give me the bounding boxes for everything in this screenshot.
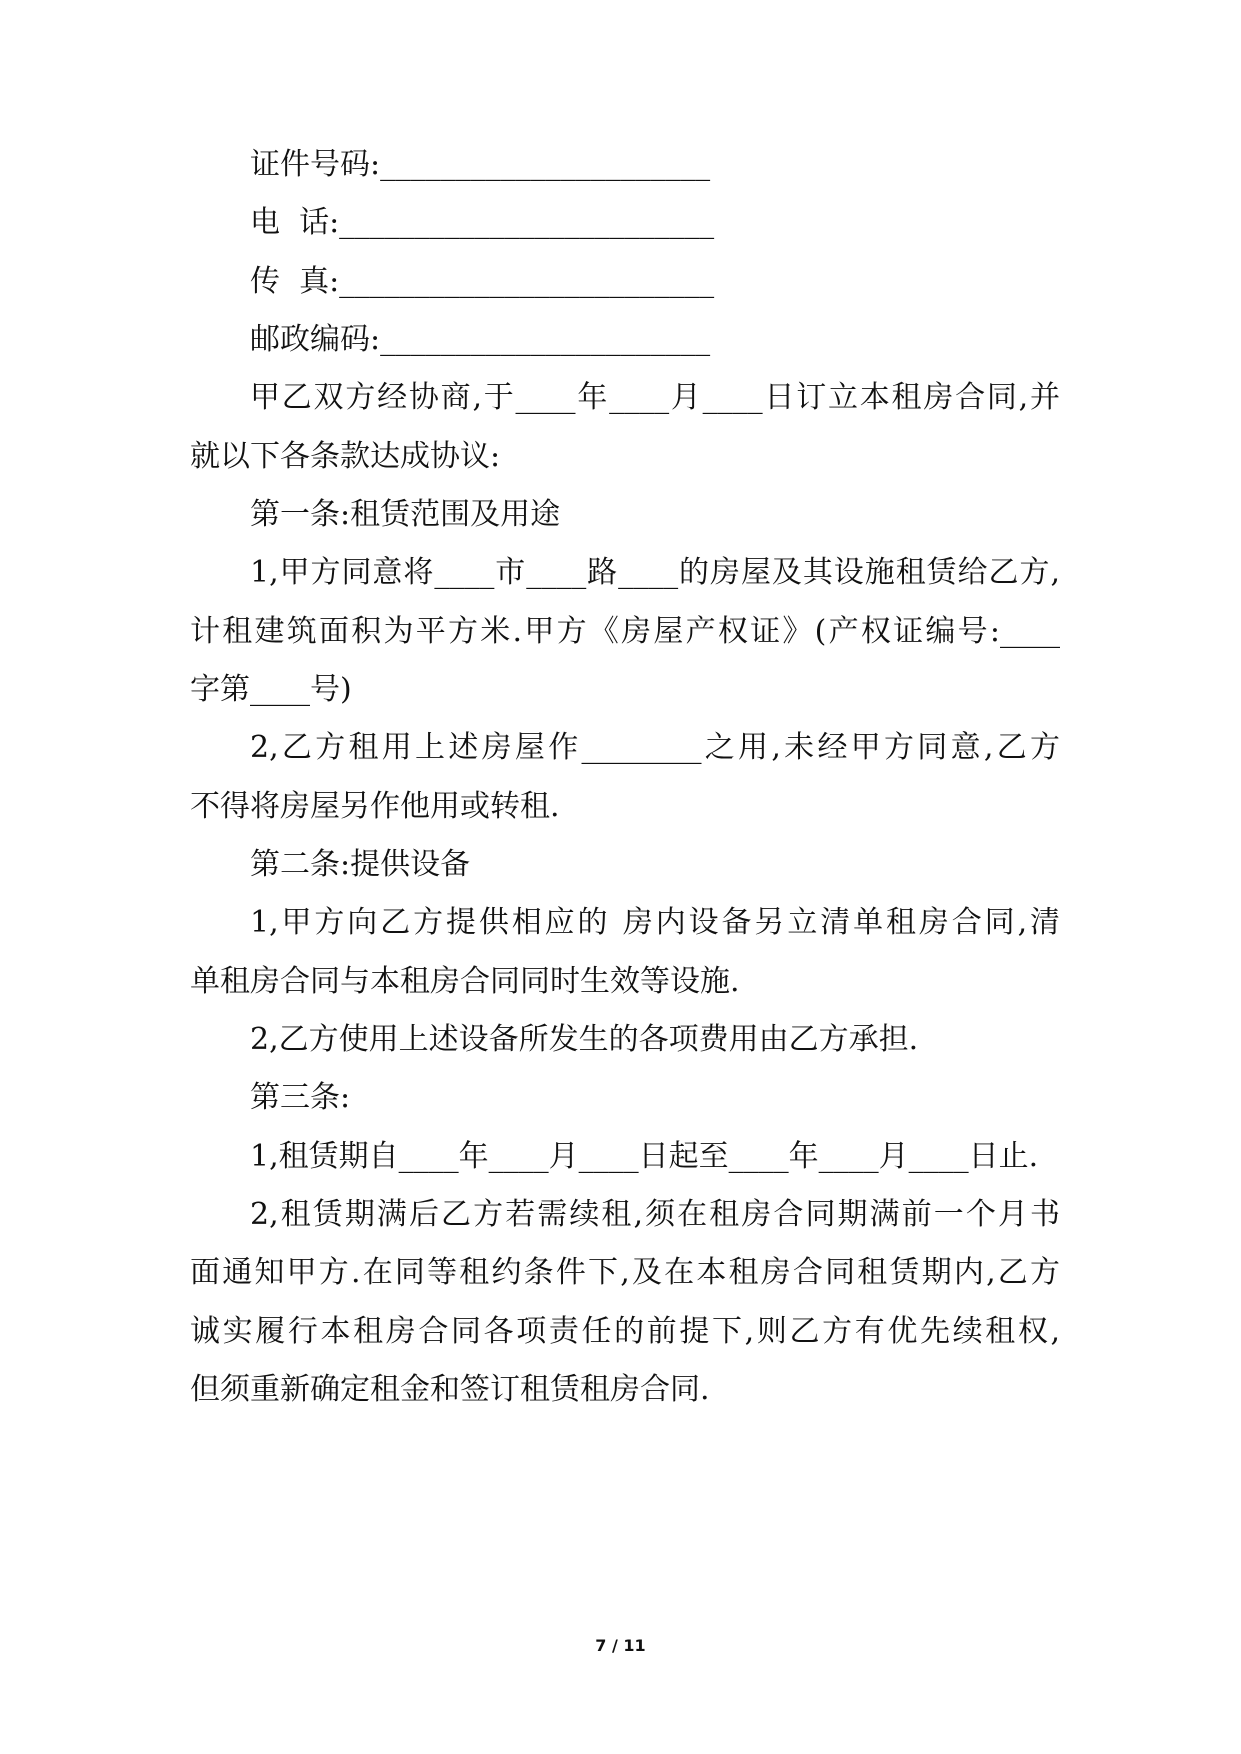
postal-code-line: 邮政编码:______________________ — [250, 322, 711, 357]
agreement-intro-line-2: 就以下各条款达成协议: — [190, 439, 501, 474]
article-2-clause-1-line-2: 单租房合同与本租房合同同时生效等设施. — [190, 964, 740, 999]
article-2-heading: 第二条:提供设备 — [250, 847, 471, 882]
article-3-clause-2-line-2: 面通知甲方.在同等租约条件下,及在本租房合同租赁期内,乙方 — [190, 1255, 1060, 1290]
page-number: 7 / 11 — [595, 1636, 646, 1655]
agreement-intro-line-1: 甲乙双方经协商,于____年____月____日订立本租房合同,并 — [250, 380, 1060, 415]
phone-line: 电 话:_________________________ — [250, 205, 715, 240]
id-number-line: 证件号码:______________________ — [250, 147, 711, 182]
article-1-clause-2-line-1: 2,乙方租用上述房屋作________之用,未经甲方同意,乙方 — [250, 730, 1060, 765]
article-1-clause-1-line-1: 1,甲方同意将____市____路____的房屋及其设施租赁给乙方, — [250, 555, 1060, 590]
article-1-heading: 第一条:租赁范围及用途 — [250, 497, 561, 532]
article-3-clause-2-line-4: 但须重新确定租金和签订租赁租房合同. — [190, 1372, 710, 1407]
article-1-clause-2-line-2: 不得将房屋另作他用或转租. — [190, 789, 560, 824]
article-1-clause-1-line-3: 字第____号) — [190, 672, 352, 707]
article-2-clause-2: 2,乙方使用上述设备所发生的各项费用由乙方承担. — [250, 1022, 919, 1057]
article-2-clause-1-line-1: 1,甲方向乙方提供相应的 房内设备另立清单租房合同,清 — [250, 905, 1060, 940]
article-3-heading: 第三条: — [250, 1080, 351, 1115]
article-3-clause-2-line-1: 2,租赁期满后乙方若需续租,须在租房合同期满前一个月书 — [250, 1197, 1060, 1232]
article-3-clause-2-line-3: 诚实履行本租房合同各项责任的前提下,则乙方有优先续租权, — [190, 1314, 1060, 1349]
fax-line: 传 真:_________________________ — [250, 264, 715, 299]
article-1-clause-1-line-2: 计租建筑面积为平方米.甲方《房屋产权证》(产权证编号:____ — [190, 614, 1060, 649]
article-3-clause-1: 1,租赁期自____年____月____日起至____年____月____日止. — [250, 1139, 1039, 1174]
